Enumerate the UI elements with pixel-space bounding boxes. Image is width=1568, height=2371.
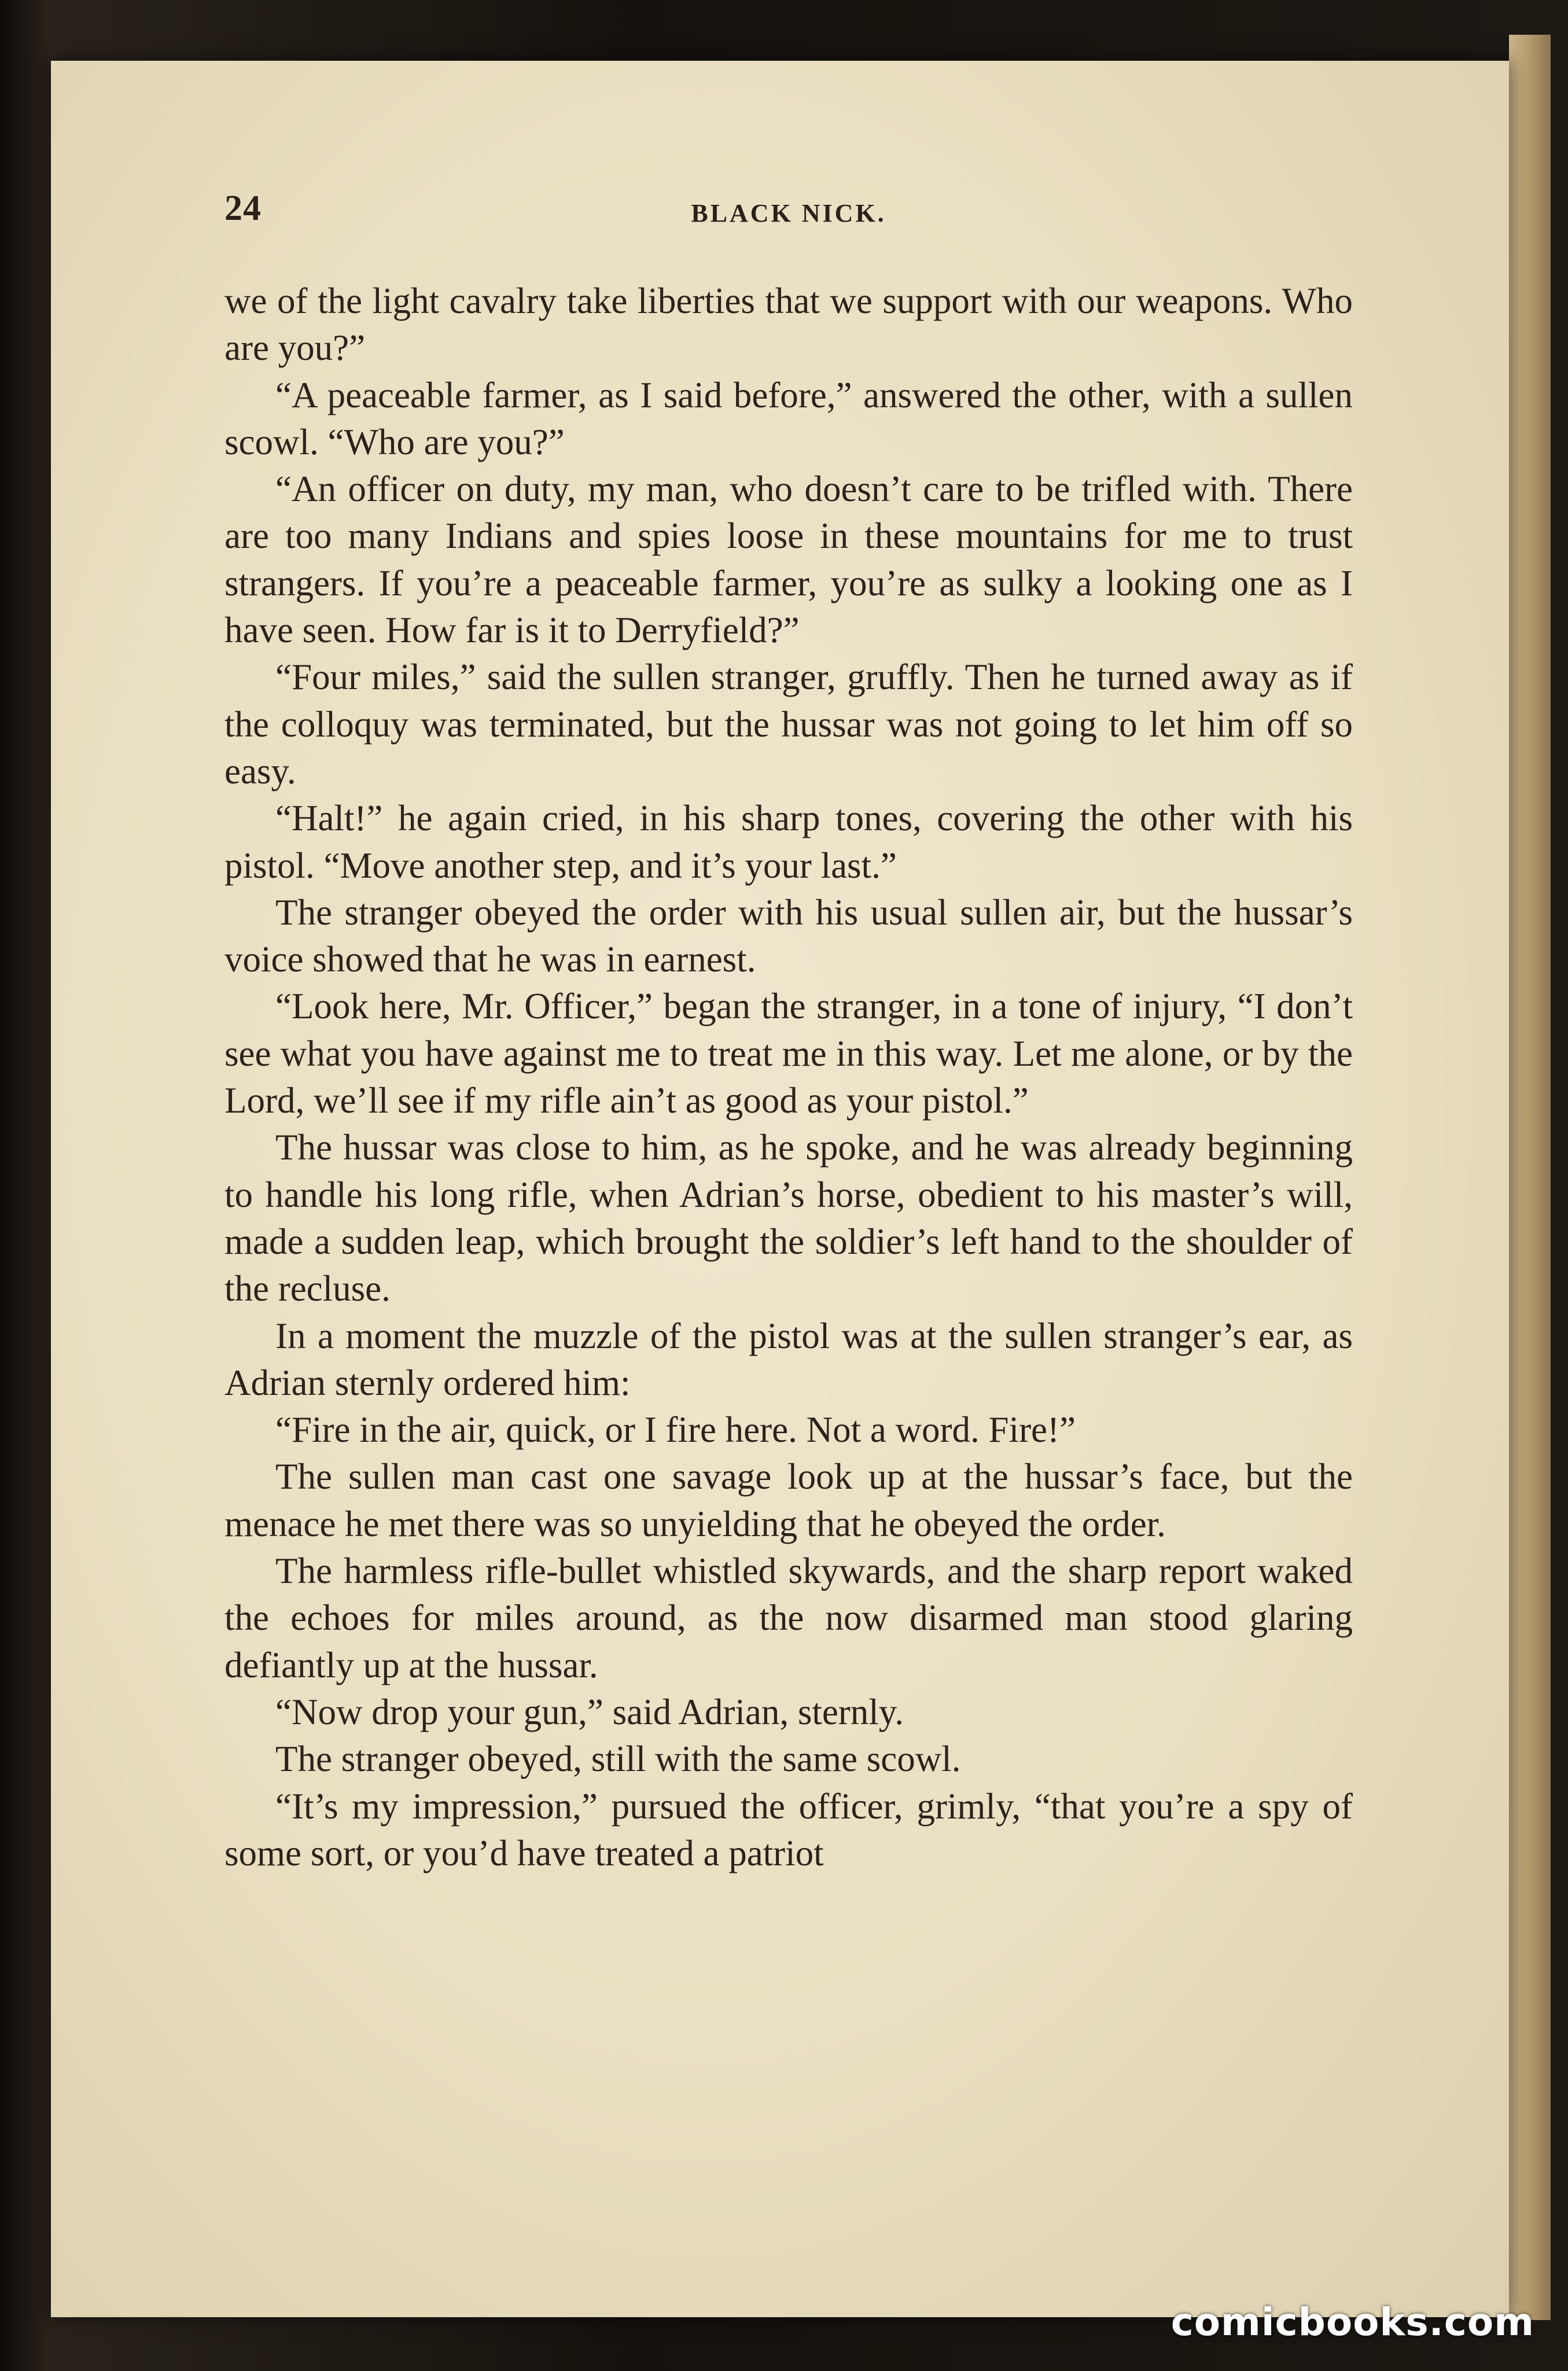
paragraph: “A peaceable farmer, as I said before,” answered the other, with a sullen scowl. “Who are you?” (224, 374, 1353, 462)
paragraph: The sullen man cast one savage look up at the hussar’s face, but the menace he met there was so unyielding that he obeyed the order. (224, 1456, 1353, 1544)
running-title: BLACK NICK. (691, 199, 886, 227)
paragraph: “It’s my impression,” pursued the officer, grimly, “that you’re a spy of some sort, or you’d have treated a patriot (224, 1785, 1353, 1873)
paragraph: The harmless rifle-bullet whistled skywards, and the sharp report waked the echoes for miles around, as the now disarmed man stood glaring defiantly up at the hussar. (224, 1551, 1353, 1685)
book-spine (0, 0, 51, 2371)
paragraph: “Now drop your gun,” said Adrian, sternly. (275, 1691, 904, 1732)
paragraph: “Halt!” he again cried, in his sharp tones, covering the other with his pistol. “Move another step, and it’s your last.” (224, 798, 1353, 886)
paragraph: The stranger obeyed, still with the same scowl. (275, 1739, 961, 1780)
body-text (224, 278, 1353, 2239)
paragraph: The stranger obeyed the order with his usual sullen air, but the hussar’s voice showed that he was in earnest. (224, 892, 1353, 980)
page-edge (1509, 35, 1551, 2320)
paragraph: The hussar was close to him, as he spoke, and he was already beginning to handle his long rifle, when Adrian’s horse, obedient to his master’s will, made a sudden leap, which brought the soldier’s left hand to the shoulder of the recluse. (224, 1127, 1353, 1309)
paragraph: “Look here, Mr. Officer,” began the stranger, in a tone of injury, “I don’t see what you have against me to treat me in this way. Let me alone, or by the Lord, we’ll see if my rifle ain’t as good as your pistol.” (224, 986, 1353, 1121)
paragraph: “An officer on duty, my man, who doesn’t care to be trifled with. There are too many Indians and spies loose in these mountains for me to trust strangers. If you’re a peaceable farmer, you’re as sulky a looking one as I have seen. How far is it to Derryfield?” (224, 469, 1353, 651)
page-number: 24 (224, 189, 262, 228)
running-head (224, 188, 1353, 252)
paragraph: In a moment the muzzle of the pistol was at the sullen stranger’s ear, as Adrian sternly ordered him: (224, 1315, 1353, 1403)
paragraph: “Fire in the air, quick, or I fire here. Not a word. Fire!” (275, 1409, 1076, 1450)
paragraph: “Four miles,” said the sullen stranger, gruffly. Then he turned away as if the colloquy was terminated, but the hussar was not going to let him off so easy. (224, 657, 1353, 791)
watermark: comicbooks.com (1171, 2300, 1534, 2344)
paragraph: we of the light cavalry take liberties that we support with our weapons. Who are you?” (224, 281, 1353, 369)
